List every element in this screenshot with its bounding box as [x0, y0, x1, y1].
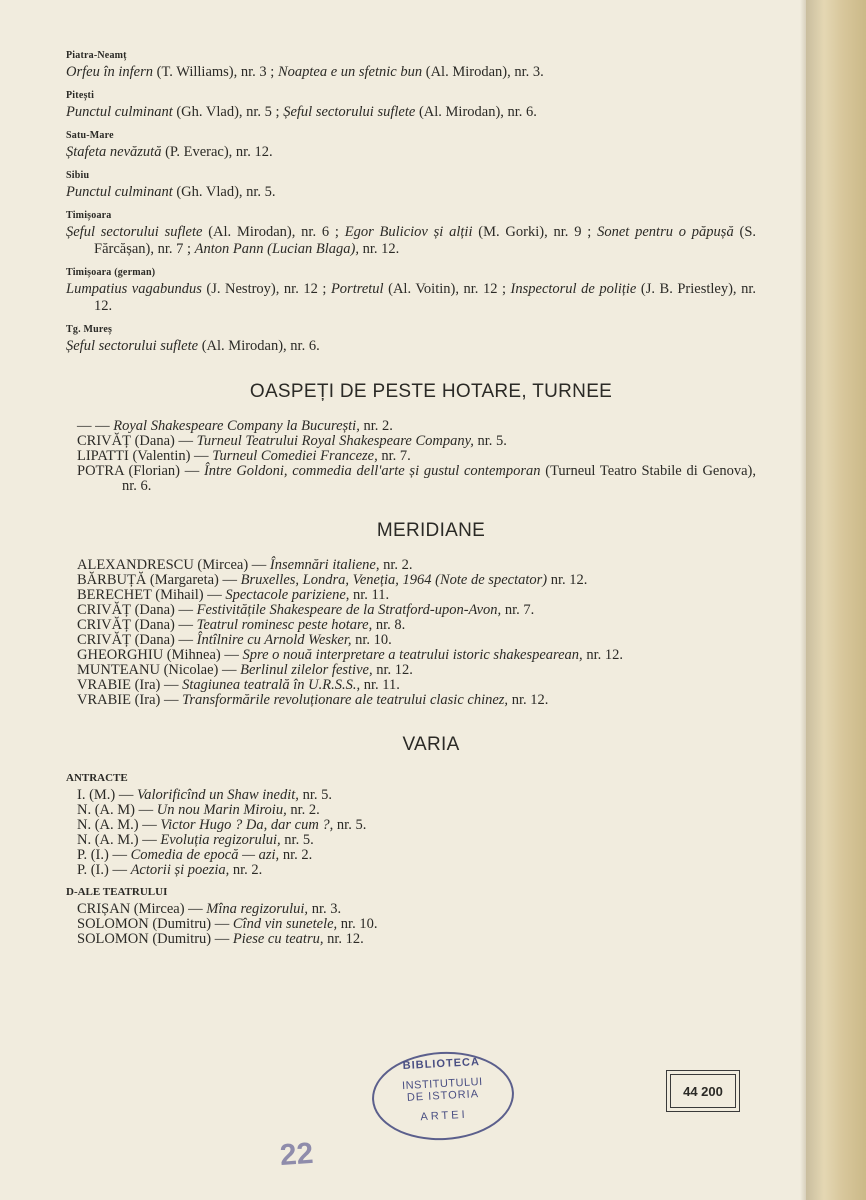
- bibliography-entry: [72, 603, 756, 618]
- entry-text: nr. 5.: [333, 817, 367, 833]
- bibliography-entry: [72, 803, 756, 818]
- bibliography-entry: [72, 588, 756, 603]
- work-title: Punctul culminant: [66, 184, 173, 200]
- bibliography-entry: [72, 818, 756, 833]
- entry-text: nr. 2.: [379, 557, 413, 573]
- entry-text: N. (A. M.) —: [77, 832, 161, 848]
- subsection-label: ANTRACTE: [66, 772, 128, 784]
- subsection-entries: [66, 902, 756, 947]
- bibliography-entry: [72, 902, 756, 917]
- entry-text: nr. 10.: [337, 916, 378, 932]
- entry-text: nr. 2.: [229, 862, 263, 878]
- entry-text: (S. Fărcășan), nr. 7 ;: [94, 224, 757, 257]
- pencil-mark: 22: [278, 1136, 315, 1173]
- entry-text: CRIVĂȚ (Dana) —: [77, 602, 197, 618]
- entry-text: (Al. Mirodan), nr. 6.: [415, 104, 537, 120]
- entry-text: nr. 12.: [508, 692, 549, 708]
- entry-text: nr. 5.: [473, 433, 507, 449]
- work-title: Actorii și poezia,: [130, 862, 230, 878]
- page-content: [66, 50, 756, 947]
- entry-text: (Al. Mirodan), nr. 6.: [198, 338, 320, 354]
- subsection-label: D-ALE TEATRULUI: [66, 886, 168, 898]
- work-title: Stagiunea teatrală în U.R.S.S.,: [182, 677, 361, 693]
- stamp-line-2: INSTITUTULUI: [401, 1075, 483, 1093]
- bibliography-entry: [72, 917, 756, 932]
- city-heading: Satu-Mare: [66, 130, 114, 141]
- stamp-line-1: BIBLIOTECA: [402, 1056, 481, 1073]
- bibliography-entry: [72, 833, 756, 848]
- section-title: MERIDIANE: [376, 520, 486, 541]
- work-title: Lumpatius vagabundus: [66, 281, 202, 297]
- work-title: Turneul Teatrului Royal Shakespeare Company,: [196, 433, 474, 449]
- bibliography-entry: [72, 419, 756, 434]
- entry-text: POTRA (Florian) —: [77, 463, 204, 479]
- section-entries: [66, 419, 756, 494]
- city-list: [66, 50, 756, 355]
- entry-text: (T. Williams), nr. 3 ;: [153, 64, 278, 80]
- entry-text: nr. 10.: [351, 632, 392, 648]
- entry-text: (Gh. Vlad), nr. 5 ;: [172, 104, 284, 120]
- city-heading: Pitești: [66, 90, 95, 101]
- entry-text: LIPATTI (Valentin) —: [77, 448, 213, 464]
- entry-text: nr. 12.: [582, 647, 623, 663]
- work-title: Valorificînd un Shaw inedit,: [137, 787, 299, 803]
- entry-text: VRABIE (Ira) —: [77, 677, 183, 693]
- entry-text: nr. 11.: [360, 677, 400, 693]
- subsection-entries: [66, 788, 756, 878]
- entry-text: ALEXANDRESCU (Mircea) —: [77, 557, 270, 573]
- entry-text: nr. 3.: [308, 901, 342, 917]
- entry-text: CRIȘAN (Mircea) —: [77, 901, 207, 917]
- entry-text: I. (M.) —: [77, 787, 138, 803]
- entry-text: SOLOMON (Dumitru) —: [77, 931, 233, 947]
- city-entry: [66, 144, 756, 161]
- city-entry: [66, 64, 756, 81]
- entry-text: nr. 11.: [349, 587, 390, 603]
- city-entry: [66, 184, 756, 201]
- entry-text: — —: [77, 418, 114, 434]
- work-title: Noaptea e un sfetnic bun: [277, 64, 423, 80]
- bibliography-entry: [72, 648, 756, 663]
- bibliography-entry: [72, 932, 756, 947]
- entry-text: N. (A. M) —: [77, 802, 157, 818]
- bibliography-entry: [72, 678, 756, 693]
- bibliography-entry: [72, 618, 756, 633]
- stamp-line-3: DE ISTORIA: [406, 1088, 480, 1104]
- city-entry: [66, 224, 756, 258]
- bibliography-entry: [72, 788, 756, 803]
- city-heading: Tg. Mureș: [66, 324, 113, 335]
- work-title: Între Goldoni, commedia dell'arte și gustul contemporan: [203, 463, 541, 479]
- bibliography-entry: [72, 863, 756, 878]
- inventory-number: 44 200: [683, 1083, 723, 1099]
- work-title: Spre o nouă interpretare a teatrului istoric shakespearean,: [242, 647, 583, 663]
- work-title: Șeful sectorului suflete: [66, 224, 203, 240]
- entry-text: P. (I.) —: [77, 847, 131, 863]
- work-title: Egor Buliciov și alții: [344, 224, 473, 240]
- work-title: Cînd vin sunetele,: [232, 916, 338, 932]
- work-title: Transformările revoluționare ale teatrului clasic chinez,: [182, 692, 509, 708]
- work-title: Evoluția regizorului,: [160, 832, 281, 848]
- work-title: Însemnări italiene,: [269, 557, 380, 573]
- entry-text: nr. 8.: [372, 617, 406, 633]
- work-title: Șeful sectorului suflete: [66, 338, 199, 354]
- entry-text: nr. 2.: [279, 847, 313, 863]
- entry-text: CRIVĂȚ (Dana) —: [77, 632, 197, 648]
- entry-text: N. (A. M.) —: [77, 817, 161, 833]
- work-title: Un nou Marin Miroiu,: [156, 802, 287, 818]
- entry-text: VRABIE (Ira) —: [77, 692, 183, 708]
- library-stamp: [370, 1048, 516, 1143]
- entry-text: (Al. Mirodan), nr. 3.: [422, 64, 544, 80]
- bibliography-entry: [72, 633, 756, 648]
- entry-text: nr. 12.: [359, 241, 400, 257]
- entry-text: (Al. Mirodan), nr. 6 ;: [202, 224, 345, 240]
- entry-text: nr. 12.: [547, 572, 588, 588]
- entry-text: (M. Gorki), nr. 9 ;: [472, 224, 598, 240]
- bibliography-entry: [72, 449, 756, 464]
- stamp-line-4: ARTEI: [420, 1108, 468, 1124]
- work-title: Turneul Comediei Franceze,: [212, 448, 378, 464]
- work-title: Victor Hugo ? Da, dar cum ?,: [160, 817, 334, 833]
- entry-text: (Turneul Teatro Stabile di Genova), nr. 6.: [122, 463, 756, 494]
- city-heading: Timișoara (german): [66, 267, 156, 278]
- work-title: Portretul: [330, 281, 384, 297]
- bibliography-entry: [72, 663, 756, 678]
- city-heading: Timișoara: [66, 210, 112, 221]
- entry-text: (J. Nestroy), nr. 12 ;: [201, 281, 331, 297]
- city-heading: Piatra-Neamț: [66, 50, 127, 61]
- entry-text: CRIVĂȚ (Dana) —: [77, 617, 197, 633]
- work-title: Anton Pann (Lucian Blaga),: [194, 241, 359, 257]
- work-title: Întîlnire cu Arnold Wesker,: [196, 632, 352, 648]
- city-entry: [66, 281, 756, 315]
- entry-text: nr. 7.: [377, 448, 411, 464]
- work-title: Piese cu teatru,: [232, 931, 324, 947]
- entry-text: nr. 12.: [323, 931, 364, 947]
- work-title: Mîna regizorului,: [206, 901, 309, 917]
- work-title: Ștafeta nevăzută: [66, 144, 162, 160]
- section-title: OASPEȚI DE PESTE HOTARE, TURNEE: [249, 381, 613, 402]
- entry-text: nr. 12.: [372, 662, 413, 678]
- work-title: Comedia de epocă — azi,: [130, 847, 280, 863]
- bibliography-entry: [72, 573, 756, 588]
- entry-text: SOLOMON (Dumitru) —: [77, 916, 233, 932]
- entry-text: nr. 2.: [359, 418, 393, 434]
- city-entry: [66, 338, 756, 355]
- entry-text: BĂRBUȚĂ (Margareta) —: [77, 572, 241, 588]
- entry-text: (Gh. Vlad), nr. 5.: [172, 184, 276, 200]
- work-title: Berlinul zilelor festive,: [240, 662, 373, 678]
- entry-text: BERECHET (Mihail) —: [77, 587, 226, 603]
- section-entries: [66, 558, 756, 708]
- section-list: [66, 381, 756, 947]
- city-entry: [66, 104, 756, 121]
- work-title: Festivitățile Shakespeare de la Stratford-upon-Avon,: [196, 602, 502, 618]
- entry-text: nr. 5.: [280, 832, 314, 848]
- work-title: Sonet pentru o păpușă: [597, 224, 734, 240]
- work-title: Orfeu în infern: [66, 64, 153, 80]
- bibliography-entry: [72, 848, 756, 863]
- entry-text: CRIVĂȚ (Dana) —: [77, 433, 197, 449]
- work-title: Punctul culminant: [66, 104, 173, 120]
- bibliography-entry: [72, 693, 756, 708]
- entry-text: GHEORGHIU (Mihnea) —: [77, 647, 243, 663]
- entry-text: (Al. Voitin), nr. 12 ;: [383, 281, 511, 297]
- entry-text: P. (I.) —: [77, 862, 131, 878]
- inventory-number-box: [666, 1070, 740, 1112]
- entry-text: (J. B. Priestley), nr. 12.: [94, 281, 756, 314]
- bibliography-entry: [72, 464, 756, 494]
- work-title: Spectacole pariziene,: [225, 587, 350, 603]
- entry-text: (P. Everac), nr. 12.: [161, 144, 273, 160]
- work-title: Șeful sectorului suflete: [283, 104, 416, 120]
- entry-text: nr. 2.: [286, 802, 320, 818]
- work-title: Teatrul rominesc peste hotare,: [196, 617, 373, 633]
- work-title: Royal Shakespeare Company la București,: [113, 418, 360, 434]
- bibliography-entry: [72, 434, 756, 449]
- entry-text: nr. 5.: [298, 787, 332, 803]
- section-title: VARIA: [402, 734, 460, 755]
- entry-text: MUNTEANU (Nicolae) —: [77, 662, 241, 678]
- bibliography-entry: [72, 558, 756, 573]
- work-title: Bruxelles, Londra, Veneția, 1964 (Note de spectator): [240, 572, 548, 588]
- page-edge: [806, 0, 866, 1200]
- work-title: Inspectorul de poliție: [510, 281, 637, 297]
- entry-text: nr. 7.: [501, 602, 535, 618]
- city-heading: Sibiu: [66, 170, 90, 181]
